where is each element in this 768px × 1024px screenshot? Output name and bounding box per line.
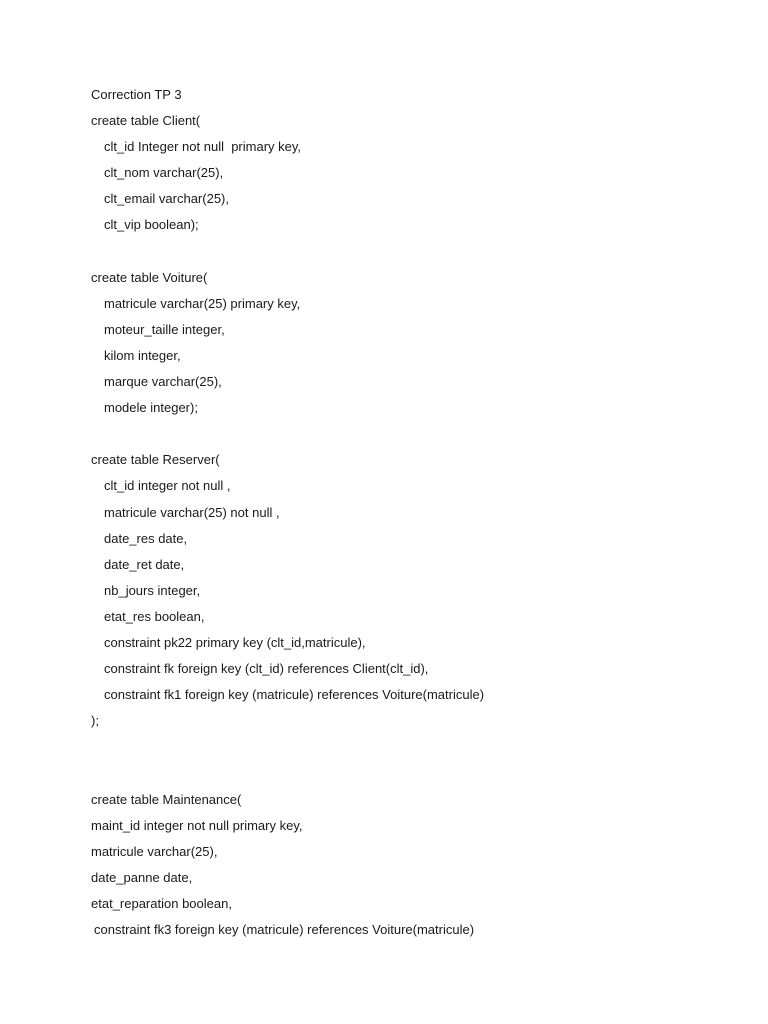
sql-line: moteur_taille integer, bbox=[104, 321, 225, 337]
sql-line: clt_nom varchar(25), bbox=[104, 165, 224, 181]
sql-line: nb_jours integer, bbox=[104, 582, 201, 598]
sql-line: clt_email varchar(25), bbox=[104, 191, 229, 207]
sql-create-maintenance: create table Maintenance( bbox=[91, 791, 242, 807]
sql-line: modele integer); bbox=[104, 400, 198, 416]
sql-line: matricule varchar(25), bbox=[91, 843, 218, 859]
sql-line: date_res date, bbox=[104, 530, 188, 546]
sql-line: matricule varchar(25) not null , bbox=[104, 504, 280, 520]
sql-line: clt_id Integer not null primary key, bbox=[104, 139, 302, 155]
spacer bbox=[91, 737, 731, 763]
sql-line: constraint fk1 foreign key (matricule) references Voiture(matricule) bbox=[104, 687, 485, 703]
sql-line: marque varchar(25), bbox=[104, 374, 222, 390]
spacer bbox=[91, 242, 731, 268]
sql-closing: ); bbox=[91, 713, 99, 729]
sql-line: date_ret date, bbox=[104, 556, 185, 572]
document-body bbox=[91, 85, 731, 946]
sql-line: date_panne date, bbox=[91, 869, 193, 885]
document-title: Correction TP 3 bbox=[91, 87, 182, 102]
sql-line: constraint fk foreign key (clt_id) references Client(clt_id), bbox=[104, 661, 429, 677]
sql-line: constraint fk3 foreign key (matricule) references Voiture(matricule) bbox=[94, 922, 475, 937]
sql-line: etat_reparation boolean, bbox=[91, 895, 232, 911]
sql-line: clt_id integer not null , bbox=[104, 478, 231, 494]
sql-line: etat_res boolean, bbox=[104, 608, 205, 624]
sql-create-reserver: create table Reserver( bbox=[91, 452, 220, 468]
sql-create-client: create table Client( bbox=[91, 113, 201, 129]
sql-create-voiture: create table Voiture( bbox=[91, 269, 208, 285]
sql-line: clt_vip boolean); bbox=[104, 217, 199, 233]
sql-line: maint_id integer not null primary key, bbox=[91, 817, 303, 833]
spacer bbox=[91, 424, 731, 450]
sql-line: kilom integer, bbox=[104, 347, 181, 363]
sql-line: constraint pk22 primary key (clt_id,matricule), bbox=[104, 634, 366, 650]
sql-line: matricule varchar(25) primary key, bbox=[104, 295, 301, 311]
spacer bbox=[91, 763, 731, 789]
